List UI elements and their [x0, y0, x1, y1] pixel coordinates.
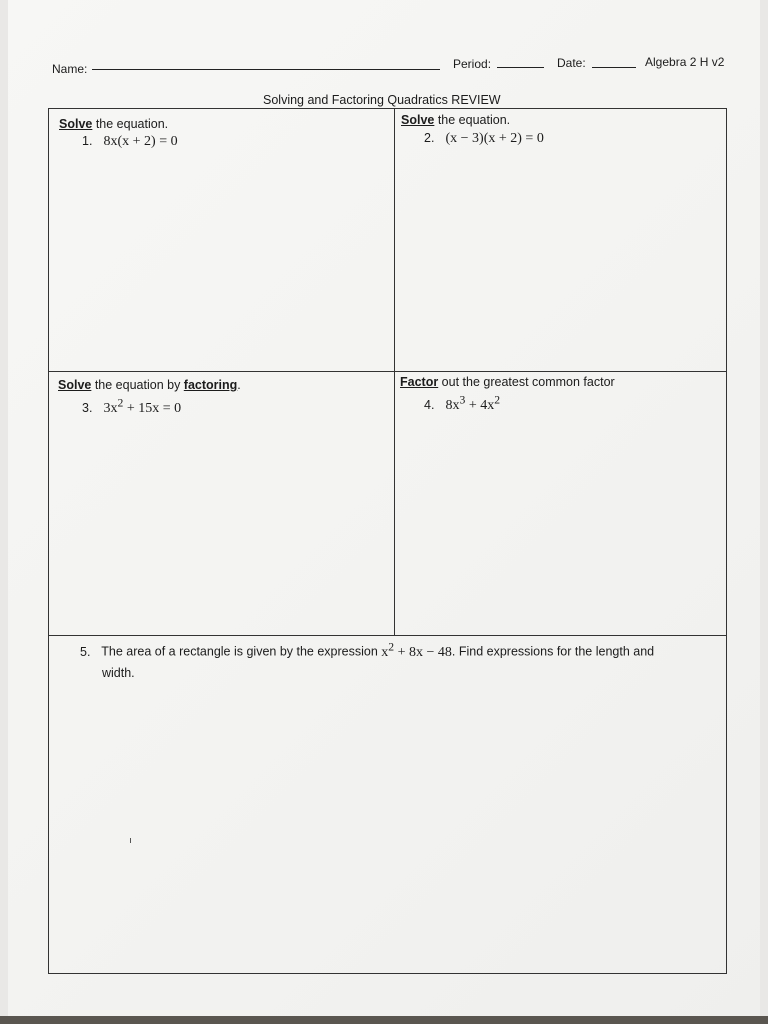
problem-5-expression-tail: + 8x − 48 [394, 644, 452, 660]
problem-2-expression: (x − 3)(x + 2) = 0 [445, 131, 544, 146]
problem-5-expression-base: x [381, 644, 389, 660]
problem-2-verb: Solve [401, 113, 435, 127]
name-blank-line [92, 69, 440, 70]
problem-5-text-before: The area of a rectangle is given by the expression [101, 644, 382, 659]
problem-3 [82, 396, 181, 417]
problem-3-verb: Solve [58, 378, 92, 392]
problem-4-term-2: + 4x [465, 397, 495, 413]
problem-3-emphasis: factoring [183, 378, 238, 392]
problem-5 [80, 637, 720, 683]
problem-5-text-after: . Find expressions for the length and [451, 644, 655, 659]
problem-3-exponent: 2 [117, 396, 124, 409]
problem-5-line-2: width. [102, 665, 135, 680]
problem-1-expression: 8x(x + 2) = 0 [103, 134, 178, 149]
period-blank-line [497, 67, 544, 68]
problem-2-number: 2. [424, 131, 435, 145]
problem-3-instruction-rest: the equation by [91, 378, 184, 392]
problem-1 [82, 134, 178, 150]
worksheet-title: Solving and Factoring Quadratics REVIEW [263, 93, 501, 107]
problem-5-number: 5. [80, 644, 91, 659]
problem-3-expression-tail: + 15x = 0 [123, 400, 182, 416]
problem-4-verb: Factor [400, 375, 439, 389]
name-label: Name: [52, 62, 88, 76]
problem-grid [48, 108, 727, 974]
problem-4-instruction-rest: out the greatest common factor [438, 375, 615, 389]
problem-4 [424, 393, 500, 414]
grid-vertical-divider [394, 109, 395, 635]
date-blank-line [592, 67, 636, 68]
problem-4-exponent-2: 2 [494, 393, 501, 406]
pencil-mark [130, 838, 131, 843]
table-surface [0, 1016, 768, 1024]
problem-3-instruction [58, 378, 241, 392]
problem-3-expression [103, 396, 182, 416]
problem-4-term-1: 8x [445, 397, 460, 413]
grid-row-divider-2 [49, 635, 726, 636]
problem-5-expression [381, 640, 452, 660]
problem-4-instruction [400, 375, 615, 389]
problem-5-exponent: 2 [388, 640, 395, 653]
period-label: Period: [453, 57, 492, 71]
grid-row-divider-1 [49, 371, 726, 372]
problem-2-instruction [401, 113, 510, 127]
date-label: Date: [557, 56, 586, 70]
problem-1-instruction [59, 117, 168, 131]
problem-4-exponent-1: 3 [459, 393, 466, 406]
problem-3-number: 3. [82, 400, 93, 415]
problem-1-number: 1. [82, 134, 93, 148]
problem-4-expression [445, 393, 501, 413]
problem-3-expression-base: 3x [103, 400, 118, 416]
problem-1-verb: Solve [59, 117, 93, 131]
problem-4-number: 4. [424, 397, 435, 412]
problem-2-instruction-rest: the equation. [434, 113, 511, 127]
problem-1-instruction-rest: the equation. [92, 117, 169, 131]
problem-3-instruction-end: . [237, 378, 241, 392]
problem-2 [424, 131, 544, 147]
course-label: Algebra 2 H v2 [645, 55, 725, 69]
